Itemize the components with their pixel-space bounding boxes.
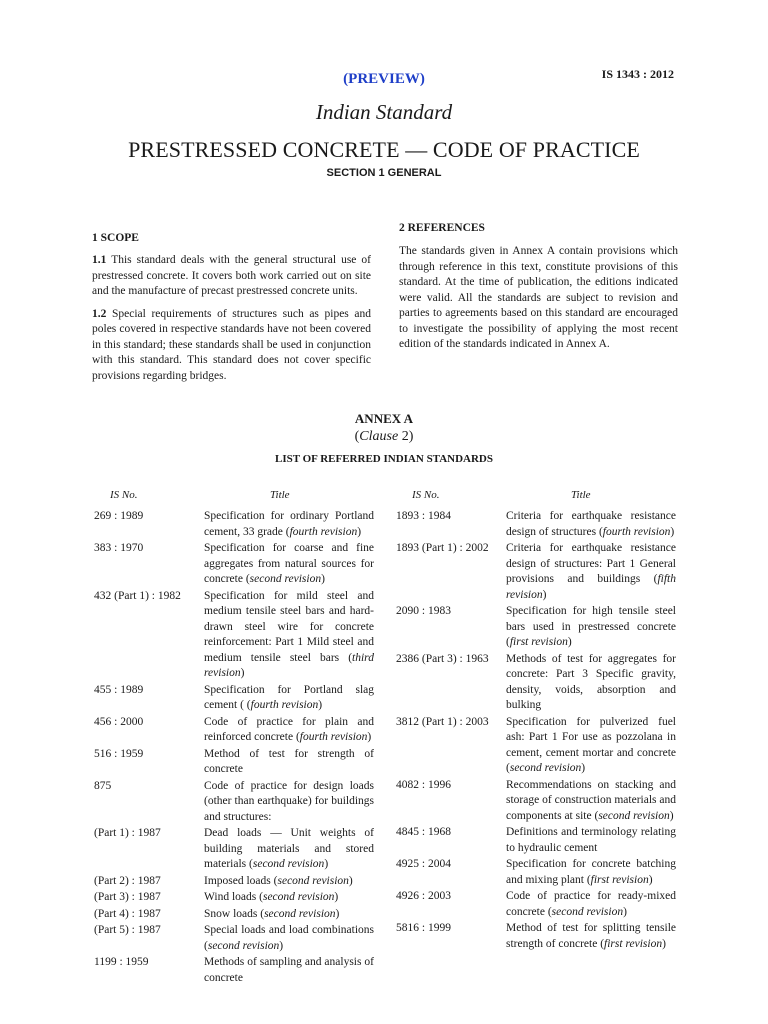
left-isno-header: IS No. (110, 489, 138, 501)
annex-clause: (Clause 2) (354, 429, 414, 444)
standard-title-text: Code of practice for design loads (other than earthquake) for buildings and structures: (204, 779, 374, 823)
table-row (396, 778, 680, 825)
standard-number-cell: 1893 : 1984 (396, 510, 451, 522)
revision-text: second revision (252, 858, 325, 870)
standard-title-cell: Snow loads (second revision) (204, 907, 340, 920)
standard-title-text: Method of test for strength of concrete (204, 747, 374, 775)
table-row (94, 541, 376, 588)
standard-number-cell: 1199 : 1959 (94, 956, 149, 968)
table-row (396, 921, 680, 952)
section-heading: SECTION 1 GENERAL (326, 167, 442, 179)
revision-text: first revision (604, 937, 663, 950)
standard-title-text: Specification for concrete batching and mixing plant (506, 858, 676, 886)
paragraph-text: Special requirements of structures such as pipes and poles covered in respective standards have not been covered in this standard; these standards shall be used in conjunction with this standard. This standard does not cover specific provisions regarding bridges. (92, 307, 372, 382)
standard-title-cell: Code of practice for ready-mixed concrete (second revision) (506, 890, 676, 918)
references-paragraph: The standards given in Annex A contain provisions which through reference in this text, constitute provisions of this standard. At the time of publication, the editions indicated were valid. All the standards are subject to revision and parties to agreements based on this standard are encouraged to investigate the possibility of applying the most recent edition of the standards indicated in Annex A. (399, 245, 678, 350)
revision-text: fourth revision (602, 525, 671, 538)
right-isno-header: IS No. (412, 489, 440, 501)
standard-title-cell: Specification for Portland slag cement ( (fourth revision) (204, 683, 374, 711)
standard-title-cell: Specification for coarse and fine aggregates from natural sources for concrete (second revision) (204, 542, 374, 585)
standard-title-cell (204, 747, 374, 778)
preview-label: (PREVIEW) (343, 71, 425, 87)
references-section (399, 222, 678, 360)
list-title: LIST OF REFERRED INDIAN STANDARDS (274, 453, 493, 465)
document-title: PRESTRESSED CONCRETE — CODE OF PRACTICE (128, 137, 640, 162)
standard-title-text: Specification for Portland slag cement ( (204, 683, 374, 711)
table-row (94, 683, 376, 714)
revision-text: second revision (249, 573, 322, 585)
standard-title-cell: Specification for high tensile steel bars used in prestressed concrete (first revision) (506, 605, 676, 648)
standard-title-text: Specification for pulverized fuel ash: Part 1 For use as pozzolana in cement, cement mortar and concrete (506, 715, 676, 759)
table-row (94, 715, 376, 746)
revision-text: fourth revision (299, 731, 368, 743)
scope-heading: 1 SCOPE (92, 232, 139, 244)
standard-number-cell: (Part 2) : 1987 (94, 874, 161, 887)
clause-number: 2 (401, 429, 409, 444)
standard-title-text: Special loads and load combinations (204, 924, 374, 936)
standard-title-text: Specification for high tensile steel bars used in prestressed concrete (506, 605, 676, 633)
standard-title-text: Specification for coarse and fine aggregates from natural sources for concrete (204, 542, 374, 585)
revision-text: fifth revision (506, 573, 676, 601)
right-title-header: Title (571, 489, 591, 501)
standard-number-cell: 269 : 1989 (94, 510, 144, 522)
standard-title-cell: Imposed loads (second revision) (204, 874, 353, 887)
standard-title-text: Method of test for splitting tensile strength of concrete (506, 922, 676, 950)
standard-title-cell: Method of test for splitting tensile strength of concrete (first revision) (506, 922, 676, 950)
standard-title-cell: Dead loads — Unit weights of building materials and stored materials (second revision) (204, 827, 374, 870)
revision-text: second revision (264, 907, 336, 920)
scope-paragraph-2 (92, 307, 371, 385)
revision-text: second revision (551, 905, 624, 918)
standard-number: IS 1343 : 2012 (601, 67, 674, 81)
standard-title-text: Methods of sampling and analysis of concrete (204, 956, 374, 984)
standard-title-text: Criteria for earthquake resistance design of structures (506, 510, 676, 538)
standard-title-cell (204, 955, 374, 986)
clause-number: 1.1 (92, 254, 107, 266)
table-row (396, 889, 680, 920)
standard-number-cell: 3812 (Part 1) : 2003 (396, 715, 489, 728)
standard-number-cell: 455 : 1989 (94, 683, 144, 696)
standard-number-cell: 5816 : 1999 (396, 922, 451, 934)
standard-title-cell: Criteria for earthquake resistance design of structures (fourth revision) (506, 510, 676, 538)
table-row (94, 923, 376, 954)
standard-title-text: Snow loads (204, 907, 258, 920)
standard-title-text: Definitions and terminology relating to hydraulic cement (506, 826, 676, 854)
standard-title-text: Recommendations on stacking and storage of construction materials and components at site (506, 778, 676, 822)
standard-title-text: Imposed loads (204, 874, 271, 887)
standard-title-cell: Specification for concrete batching and mixing plant (first revision) (506, 858, 676, 886)
standard-title-text: Methods of test for aggregates for concrete: Part 3 Specific gravity, density, voids, absorption and bulking (506, 652, 676, 711)
standard-number-cell: 456 : 2000 (94, 715, 144, 728)
standard-title-cell: Code of practice for plain and reinforced concrete (fourth revision) (204, 715, 374, 743)
standard-heading: Indian Standard (315, 100, 453, 124)
standard-title-text: Criteria for earthquake resistance design of structures: Part 1 General provisions and buildings (506, 542, 676, 585)
table-row (94, 747, 376, 778)
standard-title-text: Code of practice for plain and reinforced concrete (204, 715, 374, 743)
standard-number-cell: 4926 : 2003 (396, 890, 451, 902)
standard-number-cell: (Part 1) : 1987 (94, 827, 161, 839)
revision-text: second revision (277, 874, 349, 887)
annex-heading: ANNEX A (354, 411, 414, 426)
table-row (94, 907, 376, 923)
standard-title-cell: Special loads and load combinations (second revision) (204, 924, 374, 952)
table-row (396, 715, 680, 777)
table-row (94, 955, 376, 986)
standard-number-cell: 4845 : 1968 (396, 826, 451, 838)
standard-number-cell: 2090 : 1983 (396, 605, 451, 617)
scope-paragraph-1 (92, 253, 371, 300)
standard-title-cell: Specification for ordinary Portland cement, 33 grade (fourth revision) (204, 510, 374, 538)
table-row (396, 857, 680, 888)
standard-title-text: Wind loads (204, 891, 257, 903)
revision-text: third revision (204, 651, 374, 679)
table-row (94, 890, 376, 906)
standard-title-cell (506, 825, 676, 856)
references-heading: 2 REFERENCES (399, 222, 485, 234)
table-row (396, 825, 680, 856)
standard-title-cell: Specification for pulverized fuel ash: Part 1 For use as pozzolana in cement, cement mortar and concrete (second revision) (506, 715, 676, 774)
standard-title-cell: Wind loads (second revision) (204, 891, 339, 903)
standard-title-cell (506, 652, 676, 714)
standard-title-text: Dead loads — Unit weights of building materials and stored materials (204, 827, 374, 870)
standard-title-cell: Recommendations on stacking and storage of construction materials and components at site (second revision) (506, 778, 676, 822)
revision-text: second revision (262, 891, 335, 903)
standard-number-cell: 1893 (Part 1) : 2002 (396, 542, 489, 554)
standard-title-cell (204, 779, 374, 826)
left-standards-list (94, 509, 376, 987)
standard-number-cell: 4082 : 1996 (396, 778, 451, 791)
standard-number-cell: 2386 (Part 3) : 1963 (396, 652, 489, 665)
table-row (94, 779, 376, 826)
revision-text: first revision (590, 873, 649, 886)
standard-number-cell: 516 : 1959 (94, 747, 144, 760)
standard-number-cell: 383 : 1970 (94, 542, 144, 554)
table-row (396, 509, 680, 540)
left-title-header: Title (270, 489, 290, 501)
standard-number-cell: 875 (94, 779, 112, 792)
revision-text: fourth revision (250, 699, 319, 711)
table-row (94, 589, 376, 682)
revision-text: second revision (598, 809, 670, 822)
revision-text: second revision (509, 762, 582, 774)
revision-text: fourth revision (289, 525, 358, 538)
right-standards-list (396, 509, 680, 953)
paragraph-text: This standard deals with the general structural use of prestressed concrete. It covers both work carried out on site and the manufacture of precast prestressed concrete units. (92, 254, 372, 297)
revision-text: second revision (207, 939, 280, 952)
standard-title-text: Specification for mild steel and medium tensile steel bars and hard-drawn steel wire for concrete reinforcement: Part 1 Mild steel and medium tensile steel bars (204, 589, 374, 664)
clause-word: Clause (359, 429, 399, 444)
table-row (94, 509, 376, 540)
clause-number: 1.2 (92, 307, 107, 320)
standard-number-cell: (Part 5) : 1987 (94, 924, 161, 936)
standard-title-text: Code of practice for ready-mixed concrete (506, 890, 676, 918)
table-row (94, 874, 376, 890)
standard-title-cell: Criteria for earthquake resistance design of structures: Part 1 General provisions and buildings (fifth revision) (506, 542, 676, 601)
table-row (94, 826, 376, 873)
revision-text: first revision (509, 636, 568, 648)
standard-number-cell: (Part 4) : 1987 (94, 907, 161, 920)
table-row (396, 652, 680, 714)
standard-number-cell: (Part 3) : 1987 (94, 891, 161, 903)
standard-number-cell: 432 (Part 1) : 1982 (94, 589, 181, 602)
scope-section (92, 232, 371, 391)
table-row (396, 541, 680, 603)
table-row (396, 604, 680, 651)
standard-title-cell: Specification for mild steel and medium tensile steel bars and hard-drawn steel wire for concrete reinforcement: Part 1 Mild steel and medium tensile steel bars (third revision) (204, 589, 374, 679)
standard-number-cell: 4925 : 2004 (396, 858, 451, 870)
standard-title-text: Specification for ordinary Portland cement, 33 grade (204, 510, 374, 538)
